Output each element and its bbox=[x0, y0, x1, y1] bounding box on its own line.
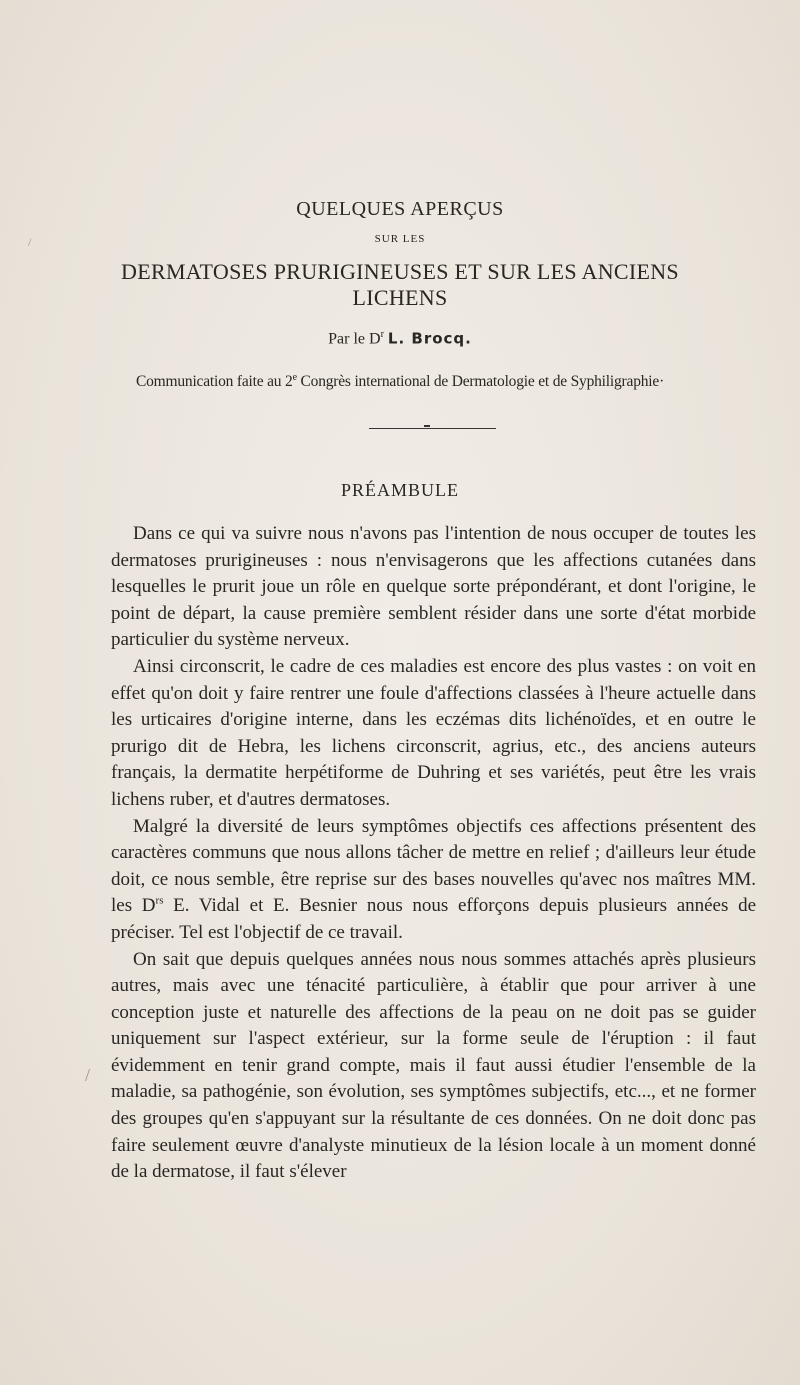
paragraph-3 bbox=[111, 814, 756, 947]
byline bbox=[0, 329, 800, 348]
section-heading: PRÉAMBULE bbox=[340, 480, 459, 500]
byline-prefix: Par le D bbox=[328, 330, 381, 348]
main-title-line1: DERMATOSES PRURIGINEUSES ET SUR LES ANCIENS bbox=[121, 259, 679, 284]
margin-speck: / bbox=[28, 235, 32, 249]
communication-text-b: Congrès international de Dermatologie et de Syphiligraphie· bbox=[296, 373, 665, 391]
paragraph-3-part-a: Malgré la diversité de leurs symptômes objectifs ces affections présentent des caractères communs que nous allons tâcher de mettre en relief ; d'ailleurs leur étude doit, ce nous semble, être reprise sur des bases nouvelles qu'avec nos maîtres MM. les D bbox=[111, 815, 756, 917]
byline-sup: r bbox=[380, 329, 384, 340]
separator-rule bbox=[369, 428, 496, 429]
subtitle: SUR LES bbox=[374, 233, 426, 245]
main-title-line2: LICHENS bbox=[352, 285, 448, 310]
author-name: L. Brocq. bbox=[387, 329, 472, 348]
communication-text-a: Communication faite au 2 bbox=[135, 373, 293, 391]
title: QUELQUES APERÇUS bbox=[296, 198, 504, 220]
separator-ornament bbox=[424, 425, 430, 427]
communication-sup: e bbox=[292, 372, 297, 383]
paragraph-3-sup: rs bbox=[155, 894, 164, 907]
paragraph-4: On sait que depuis quelques années nous nous sommes attachés après plusieurs autres, mais avec une ténacité particulière, à établir que pour arriver à une conception juste et naturelle des affections de la peau on ne doit pas se guider uniquement sur l'aspect extérieur, sur la forme seule de l'éruption : il faut évidemment en tenir grand compte, mais il faut aussi étudier l'ensemble de la maladie, sa pathogénie, son évolution, ses symptômes subjectifs, etc..., et ne former des groupes qu'en s'appuyant sur la résultante de ces données. On ne doit donc pas faire seulement œuvre d'analyste minutieux de la lésion locale à un moment donné de la dermatose, il faut s'élever bbox=[111, 948, 756, 1183]
margin-pencil-mark: / bbox=[85, 1065, 91, 1085]
paragraph-3-part-b: E. Vidal et E. Besnier nous nous efforçons depuis plusieurs années de préciser. Tel est l'objectif de ce travail. bbox=[111, 895, 757, 943]
communication-note bbox=[0, 372, 800, 391]
main-title bbox=[0, 259, 800, 311]
body-text bbox=[111, 521, 756, 1186]
paragraph-1: Dans ce qui va suivre nous n'avons pas l'intention de nous occuper de toutes les dermatoses prurigineuses : nous n'envisagerons que les affections cutanées dans lesquelles le prurit joue un rôle en quelque sorte prépondérant, et dont l'origine, le point de départ, la cause première semblent résider dans une sorte d'état morbide particulier du système nerveux. bbox=[111, 523, 756, 651]
paragraph-2: Ainsi circonscrit, le cadre de ces maladies est encore des plus vastes : on voit en effet qu'on doit y faire rentrer une foule d'affections classées à l'heure actuelle dans les urticaires d'origine interne, dans les eczémas dits lichénoïdes, et en outre le prurigo dit de Hebra, les lichens circonscrit, agrius, etc., des anciens auteurs français, la dermatite herpétiforme de Duhring et ses variétés, peut être les vrais lichens ruber, et d'autres dermatoses. bbox=[111, 655, 756, 810]
